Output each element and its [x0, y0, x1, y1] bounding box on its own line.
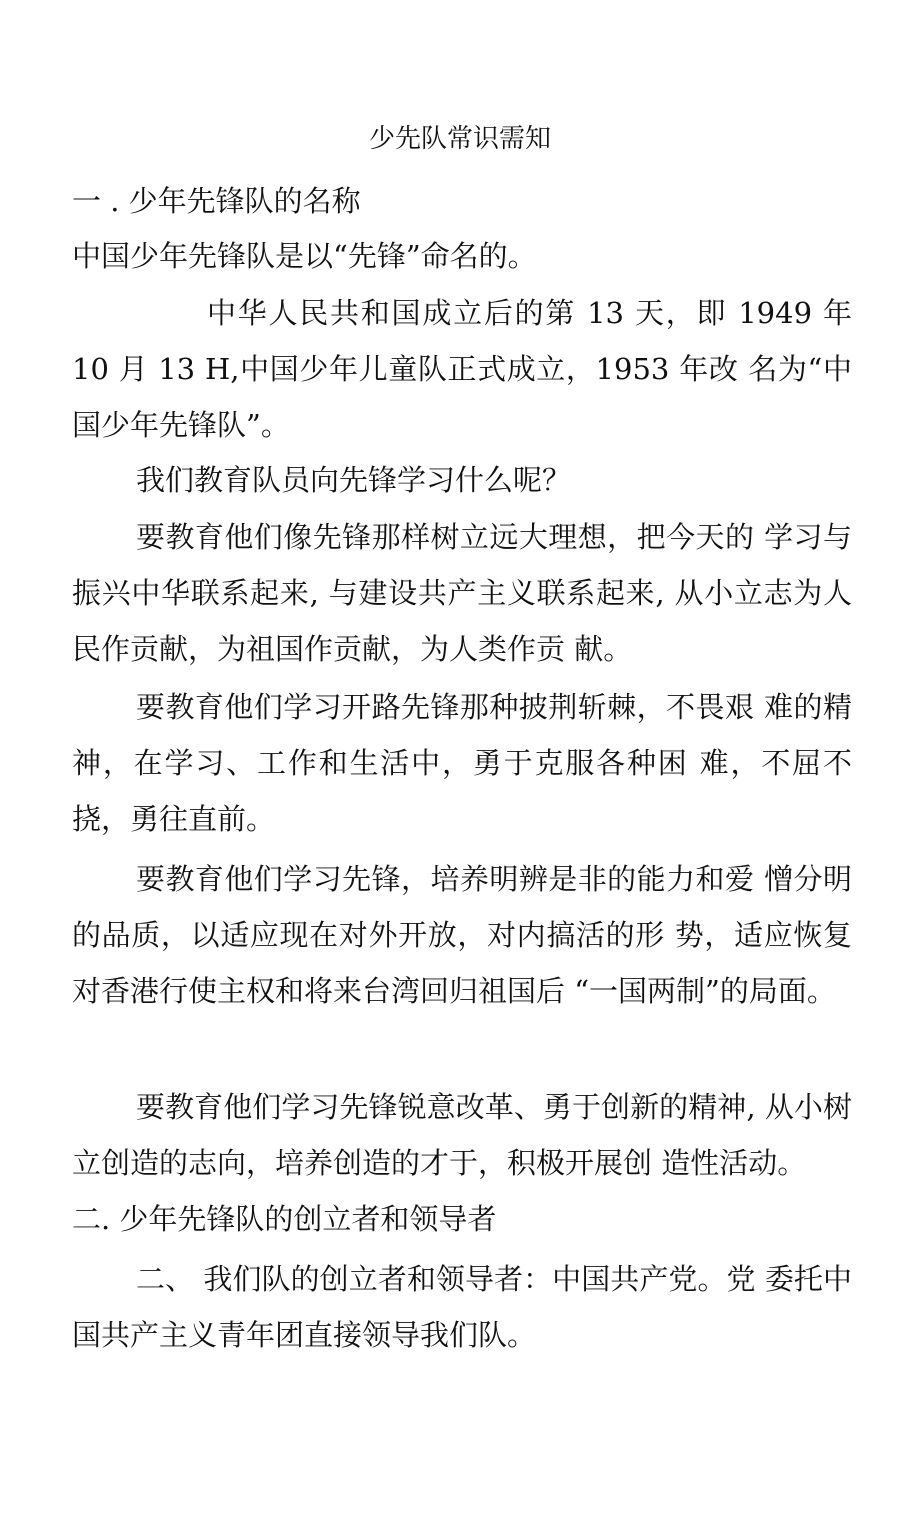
paragraph-6: 要教育他们学习先锋，培养明辨是非的能力和爱 憎分明的品质，以适应现在对外开放，对内搞活的形 势，适应恢复对香港行使主权和将来台湾回归祖国后 “一国两制”的局面。 — [72, 862, 852, 1008]
paragraph-1: 中国少年先锋队是以“先锋”命名的。 — [72, 239, 537, 273]
paragraph-4: 要教育他们像先锋那样树立远大理想，把今天的 学习与振兴中华联系起来, 与建设共产主义联系起来, 从小立志为人民作贡献，为祖国作贡献，为人类作贡 献。 — [72, 520, 852, 666]
paragraph-3: 我们教育队员向先锋学习什么呢？ — [136, 463, 572, 497]
document-title: 少先队常识需知 — [368, 124, 551, 154]
section-heading-2: 二. 少年先锋队的创立者和领导者 — [72, 1202, 497, 1236]
paragraph-5: 要教育他们学习开路先锋那种披荆斩棘，不畏艰 难的精神，在学习、工作和生活中，勇于克服各种困 难，不屈不挠，勇往直前。 — [72, 690, 852, 836]
section-heading-1: 一 . 少年先锋队的名称 — [72, 184, 361, 218]
paragraph-2: 中华人民共和国成立后的第 13 天，即 1949 年 10 月 13 H,中国少年儿童队正式成立，1953 年改 名为“中国少年先锋队”。 — [72, 296, 852, 442]
paragraph-7: 要教育他们学习先锋锐意改革、勇于创新的精神, 从小树立创造的志向，培养创造的才于，积极开展创 造性活动。 — [72, 1090, 852, 1180]
paragraph-8: 二、 我们队的创立者和领导者：中国共产党。党 委托中国共产主义青年团直接领导我们队。 — [72, 1262, 852, 1352]
